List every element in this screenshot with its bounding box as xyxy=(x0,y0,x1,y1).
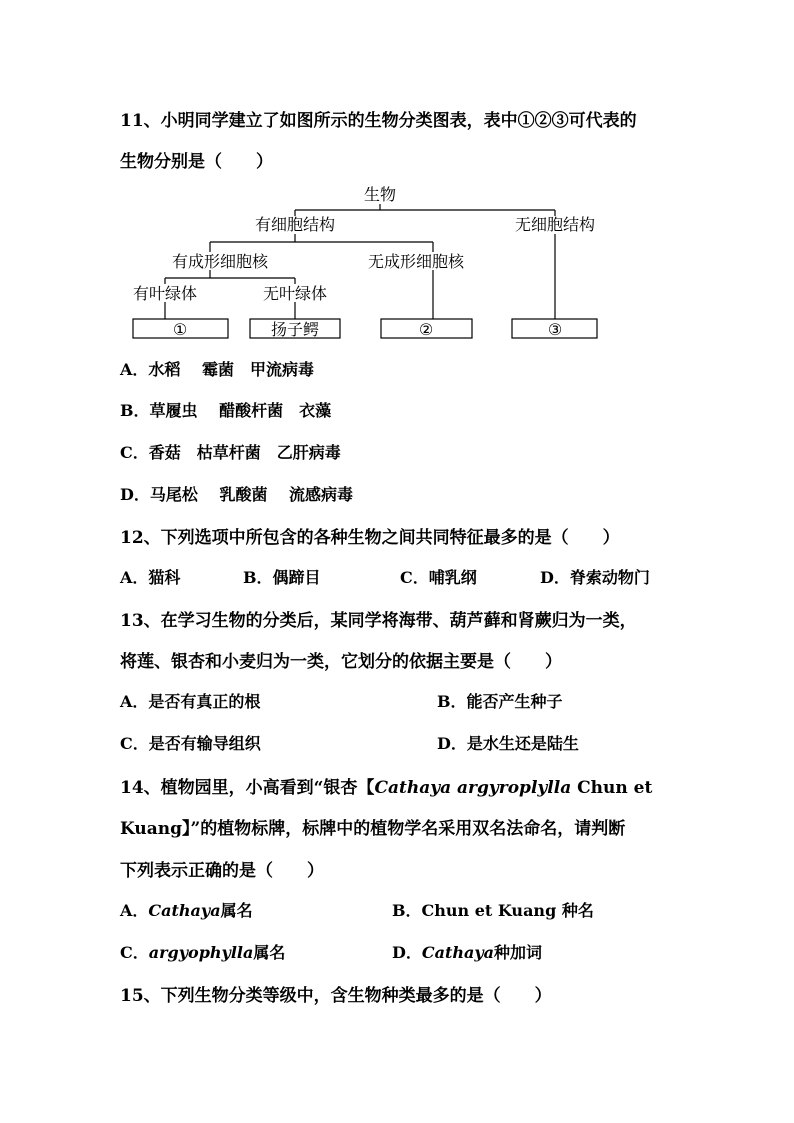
q12-option-b: B．偶蹄目 xyxy=(243,568,321,587)
q12-option-a: A．猫科 xyxy=(120,568,181,587)
q11-option-c: C．香菇 枯草杆菌 乙肝病毒 xyxy=(120,443,341,462)
q14-stem-line3: 下列表示正确的是（ ） xyxy=(120,861,324,881)
q11-stem-line2: 生物分别是（ ） xyxy=(120,152,273,172)
node-nucleus: 有成形细胞核 xyxy=(171,252,269,271)
q11-option-b: B．草履虫 醋酸杆菌 衣藻 xyxy=(120,401,332,420)
q14-option-b: B．Chun et Kuang 种名 xyxy=(392,901,594,920)
node-chloro: 有叶绿体 xyxy=(132,284,198,303)
q12-option-d: D．脊索动物门 xyxy=(540,568,650,587)
box-3-label: ③ xyxy=(547,320,563,339)
q14-stem-line1: 14、植物园里，小高看到“银杏【Cathaya argyroplylla Chun et xyxy=(120,778,653,798)
q14-option-c: C．argyophylla属名 xyxy=(120,943,286,962)
box-2-label: ② xyxy=(418,320,434,339)
q14-stem-line2: Kuang】”的植物标牌，标牌中的植物学名采用双名法命名，请判断 xyxy=(120,819,626,839)
q12-option-c: C．哺乳纲 xyxy=(400,568,477,587)
q15-stem: 15、下列生物分类等级中，含生物种类最多的是（ ） xyxy=(120,986,552,1006)
q13-stem-line2: 将莲、银杏和小麦归为一类，它划分的依据主要是（ ） xyxy=(120,652,562,672)
q13-option-b: B．能否产生种子 xyxy=(437,692,563,711)
node-root: 生物 xyxy=(363,185,397,204)
q13-option-d: D．是水生还是陆生 xyxy=(437,734,579,753)
box-1-label: ① xyxy=(172,320,188,339)
node-acellular: 无细胞结构 xyxy=(514,215,596,234)
q13-option-a: A．是否有真正的根 xyxy=(120,692,261,711)
node-no-chloro: 无叶绿体 xyxy=(262,284,328,303)
q13-stem-line1: 13、在学习生物的分类后，某同学将海带、葫芦藓和肾蕨归为一类， xyxy=(120,611,637,631)
q11-option-a: A．水稻 霉菌 甲流病毒 xyxy=(120,360,314,379)
q14-option-d: D．Cathaya种加词 xyxy=(392,943,543,962)
classification-tree-diagram xyxy=(0,178,794,348)
node-no-nucleus: 无成形细胞核 xyxy=(367,252,465,271)
q11-stem-line1: 11、小明同学建立了如图所示的生物分类图表，表中①②③可代表的 xyxy=(120,111,637,131)
node-cellular: 有细胞结构 xyxy=(254,215,336,234)
q12-stem: 12、下列选项中所包含的各种生物之间共同特征最多的是（ ） xyxy=(120,528,620,548)
q14-option-a: A．Cathaya属名 xyxy=(120,901,253,920)
q11-option-d: D．马尾松 乳酸菌 流感病毒 xyxy=(120,485,354,504)
box-croc-label: 扬子鳄 xyxy=(270,320,320,339)
q13-option-c: C．是否有输导组织 xyxy=(120,734,261,753)
